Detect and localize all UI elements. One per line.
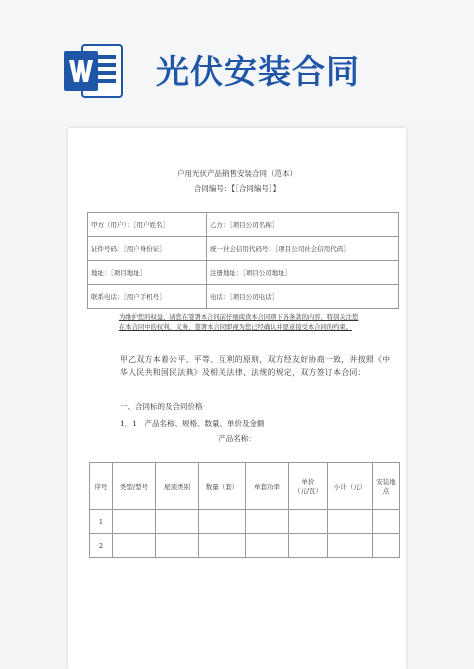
table-cell [328, 510, 373, 534]
table-cell: 乙方：［项目公司名称］ [207, 213, 399, 237]
header-cell: 单套功率 [246, 463, 289, 510]
table-cell: 2 [90, 534, 113, 558]
table-cell: 电话：［项目公司电话］ [207, 285, 399, 309]
table-row [90, 510, 400, 534]
subsection-heading: 1．1 产品名称、规格、数量、单价及金额 [120, 419, 265, 428]
table-cell [373, 510, 400, 534]
header-cell: 数量（套） [199, 463, 246, 510]
document-title: 户用光伏产品销售安装合同（范本） [177, 169, 297, 178]
header-label: 单价 [301, 478, 315, 486]
product-table [89, 462, 400, 558]
table-cell [113, 510, 156, 534]
table-cell: 地址：［项目地址］ [88, 261, 207, 285]
intro-paragraph [120, 353, 400, 379]
table-cell [199, 534, 246, 558]
notice-line: 在本合同中的权利、义务，签署本合同即视为您已经确认并愿意接受本合同的约束。 [119, 324, 352, 331]
table-cell [328, 534, 373, 558]
table-cell: 注册地址：［项目公司地址］ [207, 261, 399, 285]
table-cell [113, 534, 156, 558]
header-cell: 小计（元） [328, 463, 373, 510]
banner-title: 光伏安装合同 [156, 52, 360, 91]
notice-line: 为维护您的权益，请您在签署本合同前仔细阅读本合同项下各条款的内容，特别关注您 [119, 314, 359, 321]
table-row [88, 285, 399, 309]
header-cell: 安装地点 [373, 463, 400, 510]
table-cell: 甲方（用户）：［用户姓名］ [88, 213, 207, 237]
document-page [68, 128, 406, 669]
section-heading: 一、合同标的及合同价格 [120, 402, 203, 411]
table-header-row [90, 463, 400, 510]
banner [0, 0, 474, 120]
table-row [88, 261, 399, 285]
table-cell: 联系电话：［用户手机号］ [88, 285, 207, 309]
word-document-icon [64, 43, 124, 99]
table-cell [246, 534, 289, 558]
header-cell: 屋顶类别 [156, 463, 199, 510]
table-cell: 证件号码：［用户身份证］ [88, 237, 207, 261]
table-cell [373, 534, 400, 558]
intro-line: 甲乙双方本着公平、平等、互利的原则，双方经友好协商一致，并按照《中 [120, 355, 391, 364]
table-cell [156, 510, 199, 534]
header-label: （元/瓦） [293, 487, 323, 495]
parties-table [87, 212, 399, 309]
table-cell [289, 534, 328, 558]
table-cell [289, 510, 328, 534]
intro-line: 华人民共和国民法典》及相关法律、法规的规定，双方签订本合同： [120, 368, 366, 377]
header-cell: 类型/型号 [113, 463, 156, 510]
contract-number: 合同编号：【［合同编号］】 [193, 184, 281, 193]
notice-paragraph [119, 313, 399, 333]
header-cell: 序号 [90, 463, 113, 510]
table-cell: 统一社会信用代码号：［项目公司社会信用代码］ [207, 237, 399, 261]
table-cell [156, 534, 199, 558]
header-cell [289, 463, 328, 510]
table-row [88, 213, 399, 237]
table-cell: 1 [90, 510, 113, 534]
table-row [90, 534, 400, 558]
product-name-label: 产品名称： [218, 434, 256, 443]
table-cell [199, 510, 246, 534]
table-cell [246, 510, 289, 534]
table-row [88, 237, 399, 261]
